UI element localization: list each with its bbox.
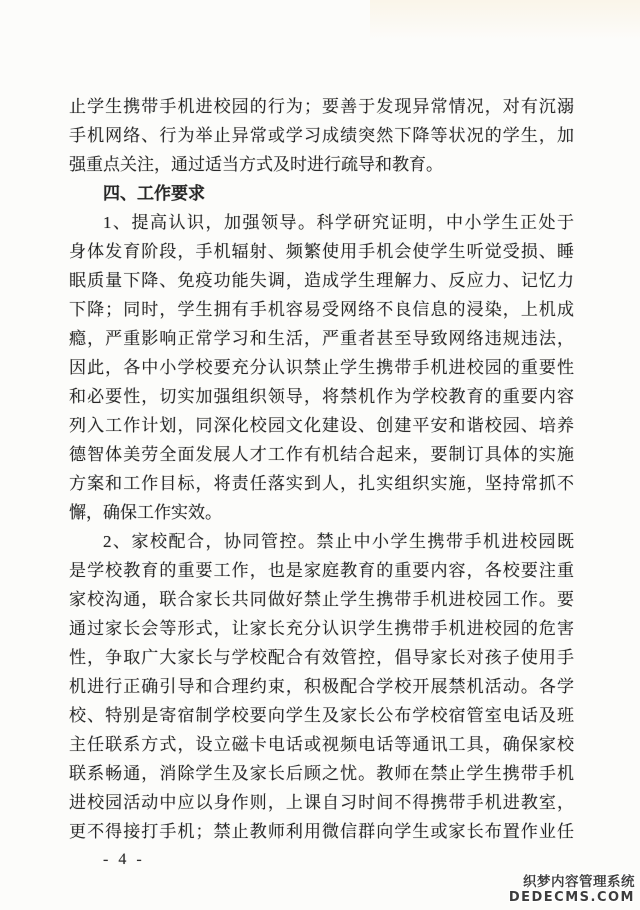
watermark-cms-name: 织梦内容管理系统 [523,874,635,890]
text-line: 1、提高认识，加强领导。科学研究证明，中小学生正处于 [103,213,574,232]
watermark [509,875,635,905]
page-number: - 4 - [103,851,145,868]
text-line: 德智体美劳全面发展人才工作有机结合起来，要制订具体的实施 [69,445,574,464]
text-line: 2、家校配合，协同管控。禁止中小学生携带手机进校园既 [103,532,574,551]
text-line: 进校园活动中应以身作则，上课自习时间不得携带手机进教室， [69,793,574,812]
text-line: 主任联系方式，设立磁卡电话或视频电话等通讯工具，确保家校 [69,735,574,754]
text-line: 性，争取广大家长与学校配合有效管控，倡导家长对孩子使用手 [69,648,574,667]
text-line: 和必要性，切实加强组织领导，将禁机作为学校教育的重要内容 [69,387,574,406]
text-line: 通过家长会等形式，让家长充分认识学生携带手机进校园的危害 [69,619,574,638]
watermark-domain: DEDECMS.COM [508,890,635,905]
text-line: 机进行正确引导和合理约束，积极配合学校开展禁机活动。各学 [69,677,574,696]
text-line: 手机网络、行为举止异常或学习成绩突然下降等状况的学生，加 [69,126,574,145]
text-line: 更不得接打手机；禁止教师利用微信群向学生或家长布置作业任 [69,822,574,841]
text-line: 是学校教育的重要工作，也是家庭教育的重要内容，各校要注重 [69,561,574,580]
document-body [69,92,574,846]
text-line: 方案和工作目标，将责任落实到人，扎实组织实施，坚持常抓不 [69,474,574,493]
text-line: 联系畅通，消除学生及家长后顾之忧。教师在禁止学生携带手机 [69,764,574,783]
text-line: 瘾，严重影响正常学习和生活，严重者甚至导致网络违规违法， [69,329,574,348]
text-line: 因此，各中小学校要充分认识禁止学生携带手机进校园的重要性 [69,358,574,377]
text-line: 家校沟通，联合家长共同做好禁止学生携带手机进校园工作。要 [69,590,574,609]
text-line: 校、特别是寄宿制学校要向学生及家长公布学校宿管室电话及班 [69,706,574,725]
section-heading: 四、工作要求 [103,184,205,203]
text-line: 列入工作计划，同深化校园文化建设、创建平安和谐校园、培养 [69,416,574,435]
text-line: 强重点关注，通过适当方式及时进行疏导和教育。 [69,155,443,174]
scan-tint [370,0,640,40]
text-line: 懈，确保工作实效。 [69,503,222,522]
text-line: 身体发育阶段，手机辐射、频繁使用手机会使学生听觉受损、睡 [69,242,574,261]
text-line: 止学生携带手机进校园的行为；要善于发现异常情况，对有沉溺 [69,97,574,116]
text-line: 下降；同时，学生拥有手机容易受网络不良信息的浸染，上机成 [69,300,574,319]
text-line: 眠质量下降、免疫功能失调，造成学生理解力、反应力、记忆力 [69,271,574,290]
